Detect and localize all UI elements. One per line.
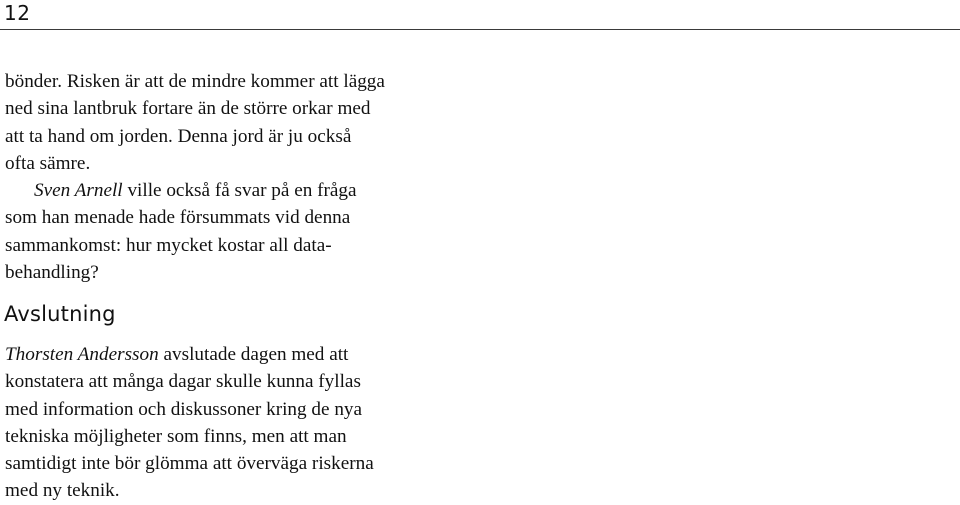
text-line: ned sina lantbruk fortare än de större orkar med	[5, 98, 371, 120]
page-number: 12	[4, 1, 31, 25]
text-line: att ta hand om jorden. Denna jord är ju också	[5, 125, 352, 147]
text-line: behandling?	[5, 261, 99, 283]
paragraph-sven-arnell	[5, 177, 435, 286]
text-fragment: ville också få svar på en fråga	[122, 180, 357, 201]
text-line: samtidigt inte bör glömma att överväga riskerna	[5, 453, 374, 475]
text-line: ofta sämre.	[5, 152, 91, 174]
section-heading: Avslutning	[4, 302, 116, 326]
text-line: med ny teknik.	[5, 480, 120, 502]
text-line: sammankomst: hur mycket kostar all data-	[5, 234, 332, 256]
text-line: med information och diskussoner kring de nya	[5, 398, 363, 420]
text-fragment: avslutade dagen med att	[158, 344, 349, 365]
person-name: Sven Arnell	[34, 180, 123, 201]
text-line	[5, 341, 435, 368]
text-line: bönder. Risken är att de mindre kommer att lägga	[5, 71, 385, 92]
text-line: konstatera att många dagar skulle kunna fyllas	[5, 371, 361, 393]
text-line	[5, 177, 435, 204]
header-divider	[0, 29, 960, 30]
text-line: tekniska möjligheter som finns, men att man	[5, 425, 347, 447]
paragraph-continued	[5, 68, 435, 177]
person-name: Thorsten Andersson	[5, 344, 159, 365]
text-line: som han menade hade försummats vid denna	[5, 207, 351, 229]
paragraph-thorsten-andersson	[5, 341, 435, 505]
